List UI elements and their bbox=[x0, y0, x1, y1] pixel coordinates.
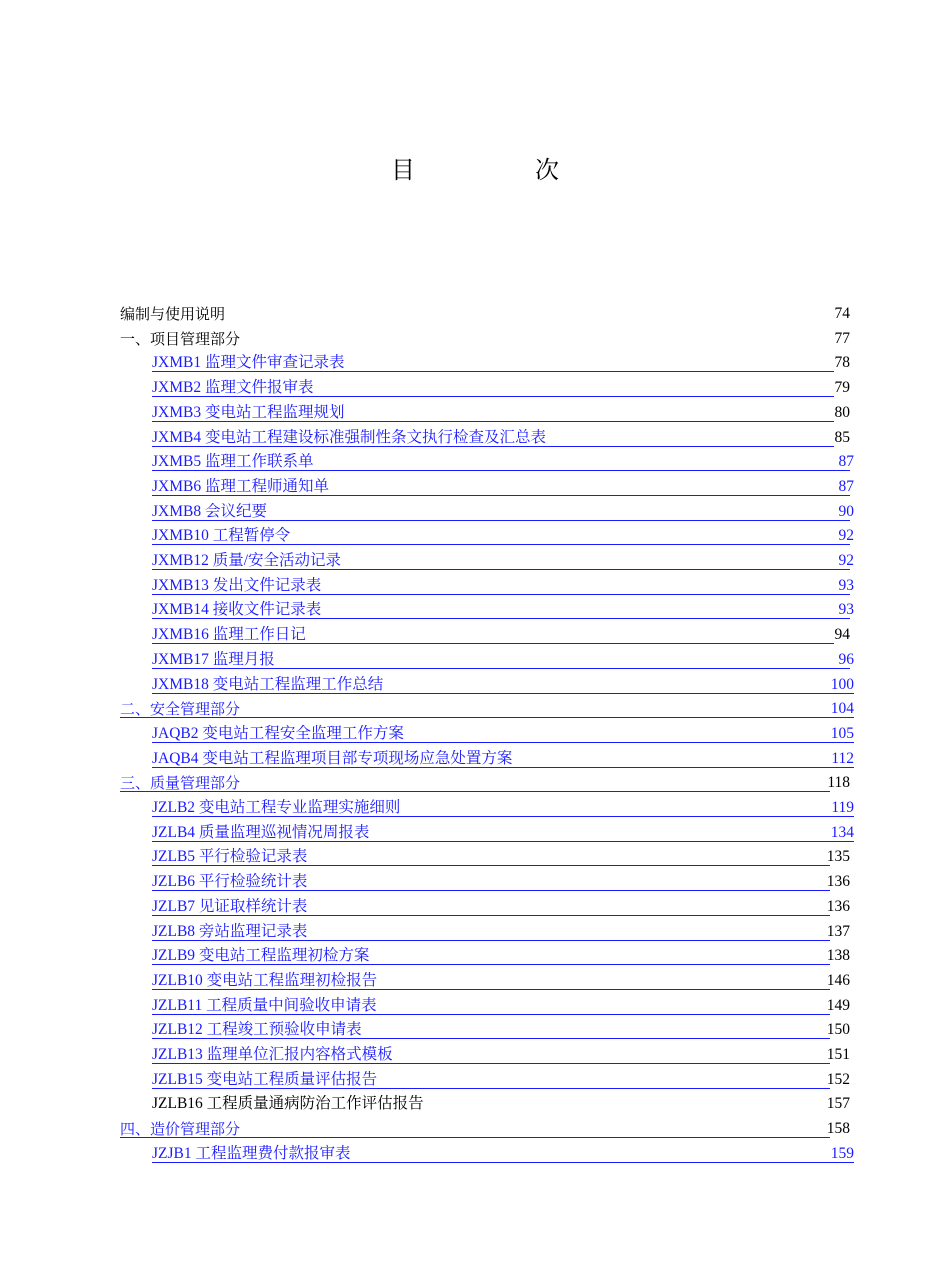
toc-entry-label[interactable]: JXMB10 工程暂停令 bbox=[152, 527, 291, 545]
toc-entry-underline bbox=[152, 446, 834, 447]
toc-entry[interactable] bbox=[152, 896, 850, 918]
toc-entry-page-number[interactable]: 93 bbox=[838, 576, 854, 594]
toc-entry[interactable] bbox=[120, 772, 850, 794]
toc-entry-label: 编制与使用说明 bbox=[120, 305, 226, 323]
toc-entry-underline bbox=[152, 865, 830, 866]
toc-entry-underline bbox=[152, 1088, 830, 1089]
toc-entry-page-number: 151 bbox=[826, 1046, 850, 1063]
toc-entry[interactable] bbox=[152, 352, 850, 374]
toc-entry-page-number: 136 bbox=[826, 897, 850, 915]
toc-entry-underline bbox=[152, 396, 834, 397]
toc-entry[interactable] bbox=[152, 797, 854, 819]
toc-entry[interactable] bbox=[152, 550, 854, 572]
toc-entry-page-number: 74 bbox=[834, 305, 850, 322]
toc-entry-page-number[interactable]: 87 bbox=[838, 477, 854, 495]
toc-entry-label[interactable]: JZLB12 工程竣工预验收申请表 bbox=[152, 1021, 362, 1039]
toc-entry bbox=[120, 328, 850, 350]
toc-entry-label[interactable]: JZLB15 变电站工程质量评估报告 bbox=[152, 1070, 378, 1088]
toc-entry[interactable] bbox=[152, 476, 854, 498]
toc-entry-page-number: 138 bbox=[826, 947, 850, 965]
toc-entry-underline bbox=[152, 767, 854, 768]
toc-entry-label[interactable]: JZLB2 变电站工程专业监理实施细则 bbox=[152, 799, 401, 816]
toc-entry-label: JZLB16 工程质量通病防治工作评估报告 bbox=[152, 1095, 424, 1113]
toc-entry bbox=[120, 303, 850, 325]
toc-entry[interactable] bbox=[152, 427, 850, 449]
toc-entry-underline bbox=[152, 544, 850, 545]
toc-entry-underline bbox=[152, 371, 834, 372]
toc-entry[interactable] bbox=[152, 1069, 850, 1091]
toc-entry[interactable] bbox=[152, 1044, 850, 1066]
toc-entry-underline bbox=[152, 1038, 830, 1039]
toc-entry-label[interactable]: 四、造价管理部分 bbox=[120, 1120, 241, 1139]
toc-entry-page-number: 80 bbox=[834, 403, 850, 421]
toc-entry-page-number[interactable]: 159 bbox=[830, 1144, 854, 1162]
toc-entry-label[interactable]: JZLB13 监理单位汇报内容格式模板 bbox=[152, 1046, 393, 1063]
toc-entry-underline bbox=[152, 1162, 854, 1163]
toc-entry-label[interactable]: JZLB7 见证取样统计表 bbox=[152, 897, 308, 915]
toc-entry-page-number: 157 bbox=[826, 1095, 850, 1113]
toc-entry[interactable] bbox=[152, 501, 854, 523]
toc-entry-label[interactable]: JXMB12 质量/安全活动记录 bbox=[152, 552, 342, 569]
toc-entry-label[interactable]: JZJB1 工程监理费付款报审表 bbox=[152, 1144, 351, 1162]
toc-entry-label[interactable]: JZLB4 质量监理巡视情况周报表 bbox=[152, 823, 370, 841]
toc-entry-label[interactable]: JXMB13 发出文件记录表 bbox=[152, 576, 322, 594]
toc-entry-label[interactable]: JZLB6 平行检验统计表 bbox=[152, 873, 308, 891]
toc-entry-page-number[interactable]: 96 bbox=[838, 650, 854, 668]
toc-entry-page-number[interactable]: 112 bbox=[831, 749, 854, 767]
toc-entry-page-number: 78 bbox=[834, 354, 850, 372]
toc-entry-page-number: 150 bbox=[826, 1021, 850, 1039]
toc-entry-underline bbox=[152, 668, 850, 669]
toc-entry-page-number[interactable]: 100 bbox=[830, 675, 854, 693]
toc-entry[interactable] bbox=[152, 451, 854, 473]
toc-entry-underline bbox=[120, 1137, 830, 1138]
toc-entry[interactable] bbox=[120, 698, 854, 720]
toc-entry-underline bbox=[152, 1063, 830, 1064]
toc-entry-label[interactable]: JAQB2 变电站工程安全监理工作方案 bbox=[152, 724, 404, 742]
toc-entry-underline bbox=[152, 841, 854, 842]
toc-entry-underline bbox=[120, 717, 854, 718]
toc-entry[interactable] bbox=[152, 945, 850, 967]
toc-entry[interactable] bbox=[152, 970, 850, 992]
toc-entry-page-number[interactable]: 119 bbox=[831, 799, 854, 816]
toc-entry-label[interactable]: JXMB5 监理工作联系单 bbox=[152, 453, 314, 471]
toc-entry-underline bbox=[152, 964, 830, 965]
toc-entry-page-number: 137 bbox=[826, 922, 850, 940]
toc-entry-label[interactable]: JXMB18 变电站工程监理工作总结 bbox=[152, 675, 384, 693]
toc-entry-label[interactable]: JZLB10 变电站工程监理初检报告 bbox=[152, 971, 378, 989]
toc-entry-underline bbox=[152, 495, 850, 496]
toc-entry-underline bbox=[152, 520, 850, 521]
toc-entry-underline bbox=[152, 742, 854, 743]
toc-entry-underline bbox=[152, 421, 834, 422]
toc-entry-page-number: 158 bbox=[826, 1120, 850, 1138]
toc-entry-label[interactable]: JXMB1 监理文件审查记录表 bbox=[152, 354, 345, 372]
toc-entry-page-number: 79 bbox=[834, 379, 850, 397]
toc-entry-label[interactable]: JXMB17 监理月报 bbox=[152, 650, 275, 668]
toc-entry-label[interactable]: JAQB4 变电站工程监理项目部专项现场应急处置方案 bbox=[152, 749, 513, 767]
toc-entry-underline bbox=[152, 940, 830, 941]
toc-entry-page-number[interactable]: 134 bbox=[830, 823, 854, 841]
toc-entry[interactable] bbox=[152, 995, 850, 1017]
toc-entry-label[interactable]: JXMB14 接收文件记录表 bbox=[152, 601, 322, 619]
toc-entry-page-number[interactable]: 92 bbox=[838, 527, 854, 545]
toc-entry-underline bbox=[152, 693, 854, 694]
toc-entry-page-number: 136 bbox=[826, 873, 850, 891]
toc-entry[interactable] bbox=[152, 624, 850, 646]
toc-entry-underline bbox=[152, 594, 850, 595]
toc-entry-label[interactable]: JZLB9 变电站工程监理初检方案 bbox=[152, 947, 370, 965]
toc-entry-label[interactable]: JZLB8 旁站监理记录表 bbox=[152, 922, 308, 940]
toc-entry-label[interactable]: JXMB6 监理工程师通知单 bbox=[152, 477, 329, 495]
toc-entry-underline bbox=[152, 643, 834, 644]
toc-entry[interactable] bbox=[152, 723, 854, 745]
toc-entry-underline bbox=[152, 816, 854, 817]
toc-entry-page-number[interactable]: 90 bbox=[838, 502, 854, 520]
toc-entry-underline bbox=[152, 618, 850, 619]
toc-entry[interactable] bbox=[120, 1118, 850, 1140]
toc-entry-page-number: 118 bbox=[827, 774, 850, 792]
toc-entry[interactable] bbox=[152, 1019, 850, 1041]
toc-entry bbox=[152, 1093, 850, 1115]
toc-entry-page-number: 152 bbox=[826, 1070, 850, 1088]
toc-entry[interactable] bbox=[152, 575, 854, 597]
toc-entry-underline bbox=[152, 890, 830, 891]
toc-entry[interactable] bbox=[152, 402, 850, 424]
toc-entry-label[interactable]: JXMB4 变电站工程建设标准强制性条文执行检查及汇总表 bbox=[152, 428, 546, 446]
toc-entry-page-number: 146 bbox=[826, 971, 850, 989]
toc-entry[interactable] bbox=[152, 674, 854, 696]
toc-entry-page-number[interactable]: 92 bbox=[838, 552, 854, 569]
toc-entry[interactable] bbox=[152, 1143, 854, 1165]
toc-entry-page-number[interactable]: 93 bbox=[838, 601, 854, 619]
toc-entry-page-number: 135 bbox=[826, 848, 850, 866]
toc-entry-underline bbox=[120, 791, 830, 792]
page-title: 目 次 bbox=[391, 156, 607, 184]
toc-entry-label[interactable]: 二、安全管理部分 bbox=[120, 700, 241, 719]
toc-entry-page-number[interactable]: 104 bbox=[830, 700, 854, 718]
toc-entry[interactable] bbox=[152, 822, 854, 844]
toc-entry-label[interactable]: JXMB16 监理工作日记 bbox=[152, 626, 306, 644]
toc-entry[interactable] bbox=[152, 846, 850, 868]
toc-entry[interactable] bbox=[152, 377, 850, 399]
toc-entry[interactable] bbox=[152, 921, 850, 943]
toc-entry-label[interactable]: JZLB11 工程质量中间验收申请表 bbox=[152, 996, 377, 1014]
toc-entry[interactable] bbox=[152, 748, 854, 770]
toc-entry-label[interactable]: JXMB8 会议纪要 bbox=[152, 502, 267, 520]
toc-entry-underline bbox=[152, 989, 830, 990]
toc-entry-page-number: 77 bbox=[834, 329, 850, 347]
toc-entry-page-number[interactable]: 87 bbox=[838, 453, 854, 471]
toc-entry-underline bbox=[152, 569, 850, 570]
toc-entry[interactable] bbox=[152, 525, 854, 547]
toc-entry-label[interactable]: JXMB2 监理文件报审表 bbox=[152, 379, 314, 397]
toc-entry-page-number[interactable]: 105 bbox=[830, 724, 854, 742]
toc-entry-label: 一、项目管理部分 bbox=[120, 329, 241, 348]
toc-entry-underline bbox=[152, 915, 830, 916]
toc-entry-underline bbox=[152, 470, 850, 471]
toc-entry-page-number: 149 bbox=[826, 996, 850, 1014]
toc-entry[interactable] bbox=[152, 599, 854, 621]
toc-entry-page-number: 85 bbox=[834, 428, 850, 446]
toc-entry-label[interactable]: 三、质量管理部分 bbox=[120, 774, 241, 793]
toc-entry[interactable] bbox=[152, 649, 854, 671]
toc-entry-underline bbox=[152, 1014, 830, 1015]
toc-entry[interactable] bbox=[152, 871, 850, 893]
toc-entry-label[interactable]: JXMB3 变电站工程监理规划 bbox=[152, 403, 345, 421]
toc-entry-label[interactable]: JZLB5 平行检验记录表 bbox=[152, 848, 308, 866]
toc-entry-page-number: 94 bbox=[834, 626, 850, 644]
